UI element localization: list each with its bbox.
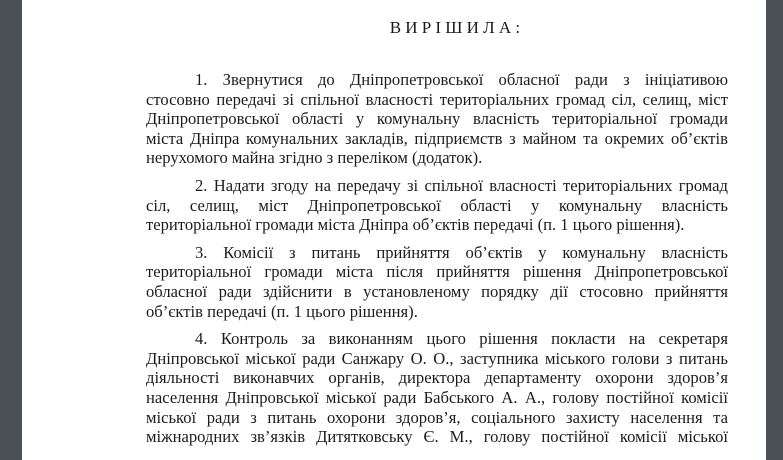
- document-page: [22, 0, 766, 460]
- text-line: 2. Надати згоду на передачу зі спільної власності територіальних громад: [195, 175, 728, 195]
- text-line: міжнародних зв’язків Дитятковську Є. М., голову постійної комісії міської: [146, 427, 728, 447]
- paragraph-2: [146, 176, 728, 235]
- text-line: 3. Комісії з питань прийняття об’єктів у комунальну власність: [195, 242, 728, 262]
- document-body: [146, 70, 728, 455]
- text-line: обласної ради здійснити в установленому порядку дії стосовно прийняття: [146, 281, 728, 301]
- decision-heading: ВИРІШИЛА:: [389, 18, 525, 37]
- text-line: 1. Звернутися до Дніпропетровської обласної ради з ініціативою: [195, 70, 728, 89]
- text-line: територіальної громади міста Дніпра об’єктів передачі (п. 1 цього рішення).: [146, 215, 685, 235]
- text-line: діяльності виконавчих органів, директора департаменту охорони здоров’я: [146, 368, 728, 388]
- text-line: міста Дніпра комунальних закладів, підприємств з майном та окремих об’єктів: [146, 128, 728, 148]
- paragraph-4: [146, 329, 728, 447]
- text-line: нерухомого майна згідно з переліком (додаток).: [146, 148, 483, 168]
- text-line: міської ради з питань охорони здоров’я, соціального захисту населення та: [146, 407, 728, 427]
- text-line: стосовно передачі зі спільної власності територіальних громад сіл, селищ, міст: [146, 89, 728, 109]
- text-line: 4. Контроль за виконанням цього рішення покласти на секретаря: [195, 329, 728, 349]
- text-line: Дніпровської міської ради Санжару О. О., заступника міського голови з питань: [146, 348, 728, 368]
- paragraph-1: [146, 70, 728, 168]
- text-line: об’єктів передачі (п. 1 цього рішення).: [146, 301, 418, 321]
- text-line: сіл, селищ, міст Дніпропетровської області у комунальну власність: [146, 195, 728, 215]
- paragraph-3: [146, 243, 728, 321]
- text-line: Дніпропетровської області у комунальну власність територіальної громади: [146, 109, 728, 129]
- text-line: територіальної громади міста після прийняття рішення Дніпропетровської: [146, 262, 728, 282]
- text-line: населення Дніпровської міської ради Бабського А. А., голову постійної комісії: [146, 387, 728, 407]
